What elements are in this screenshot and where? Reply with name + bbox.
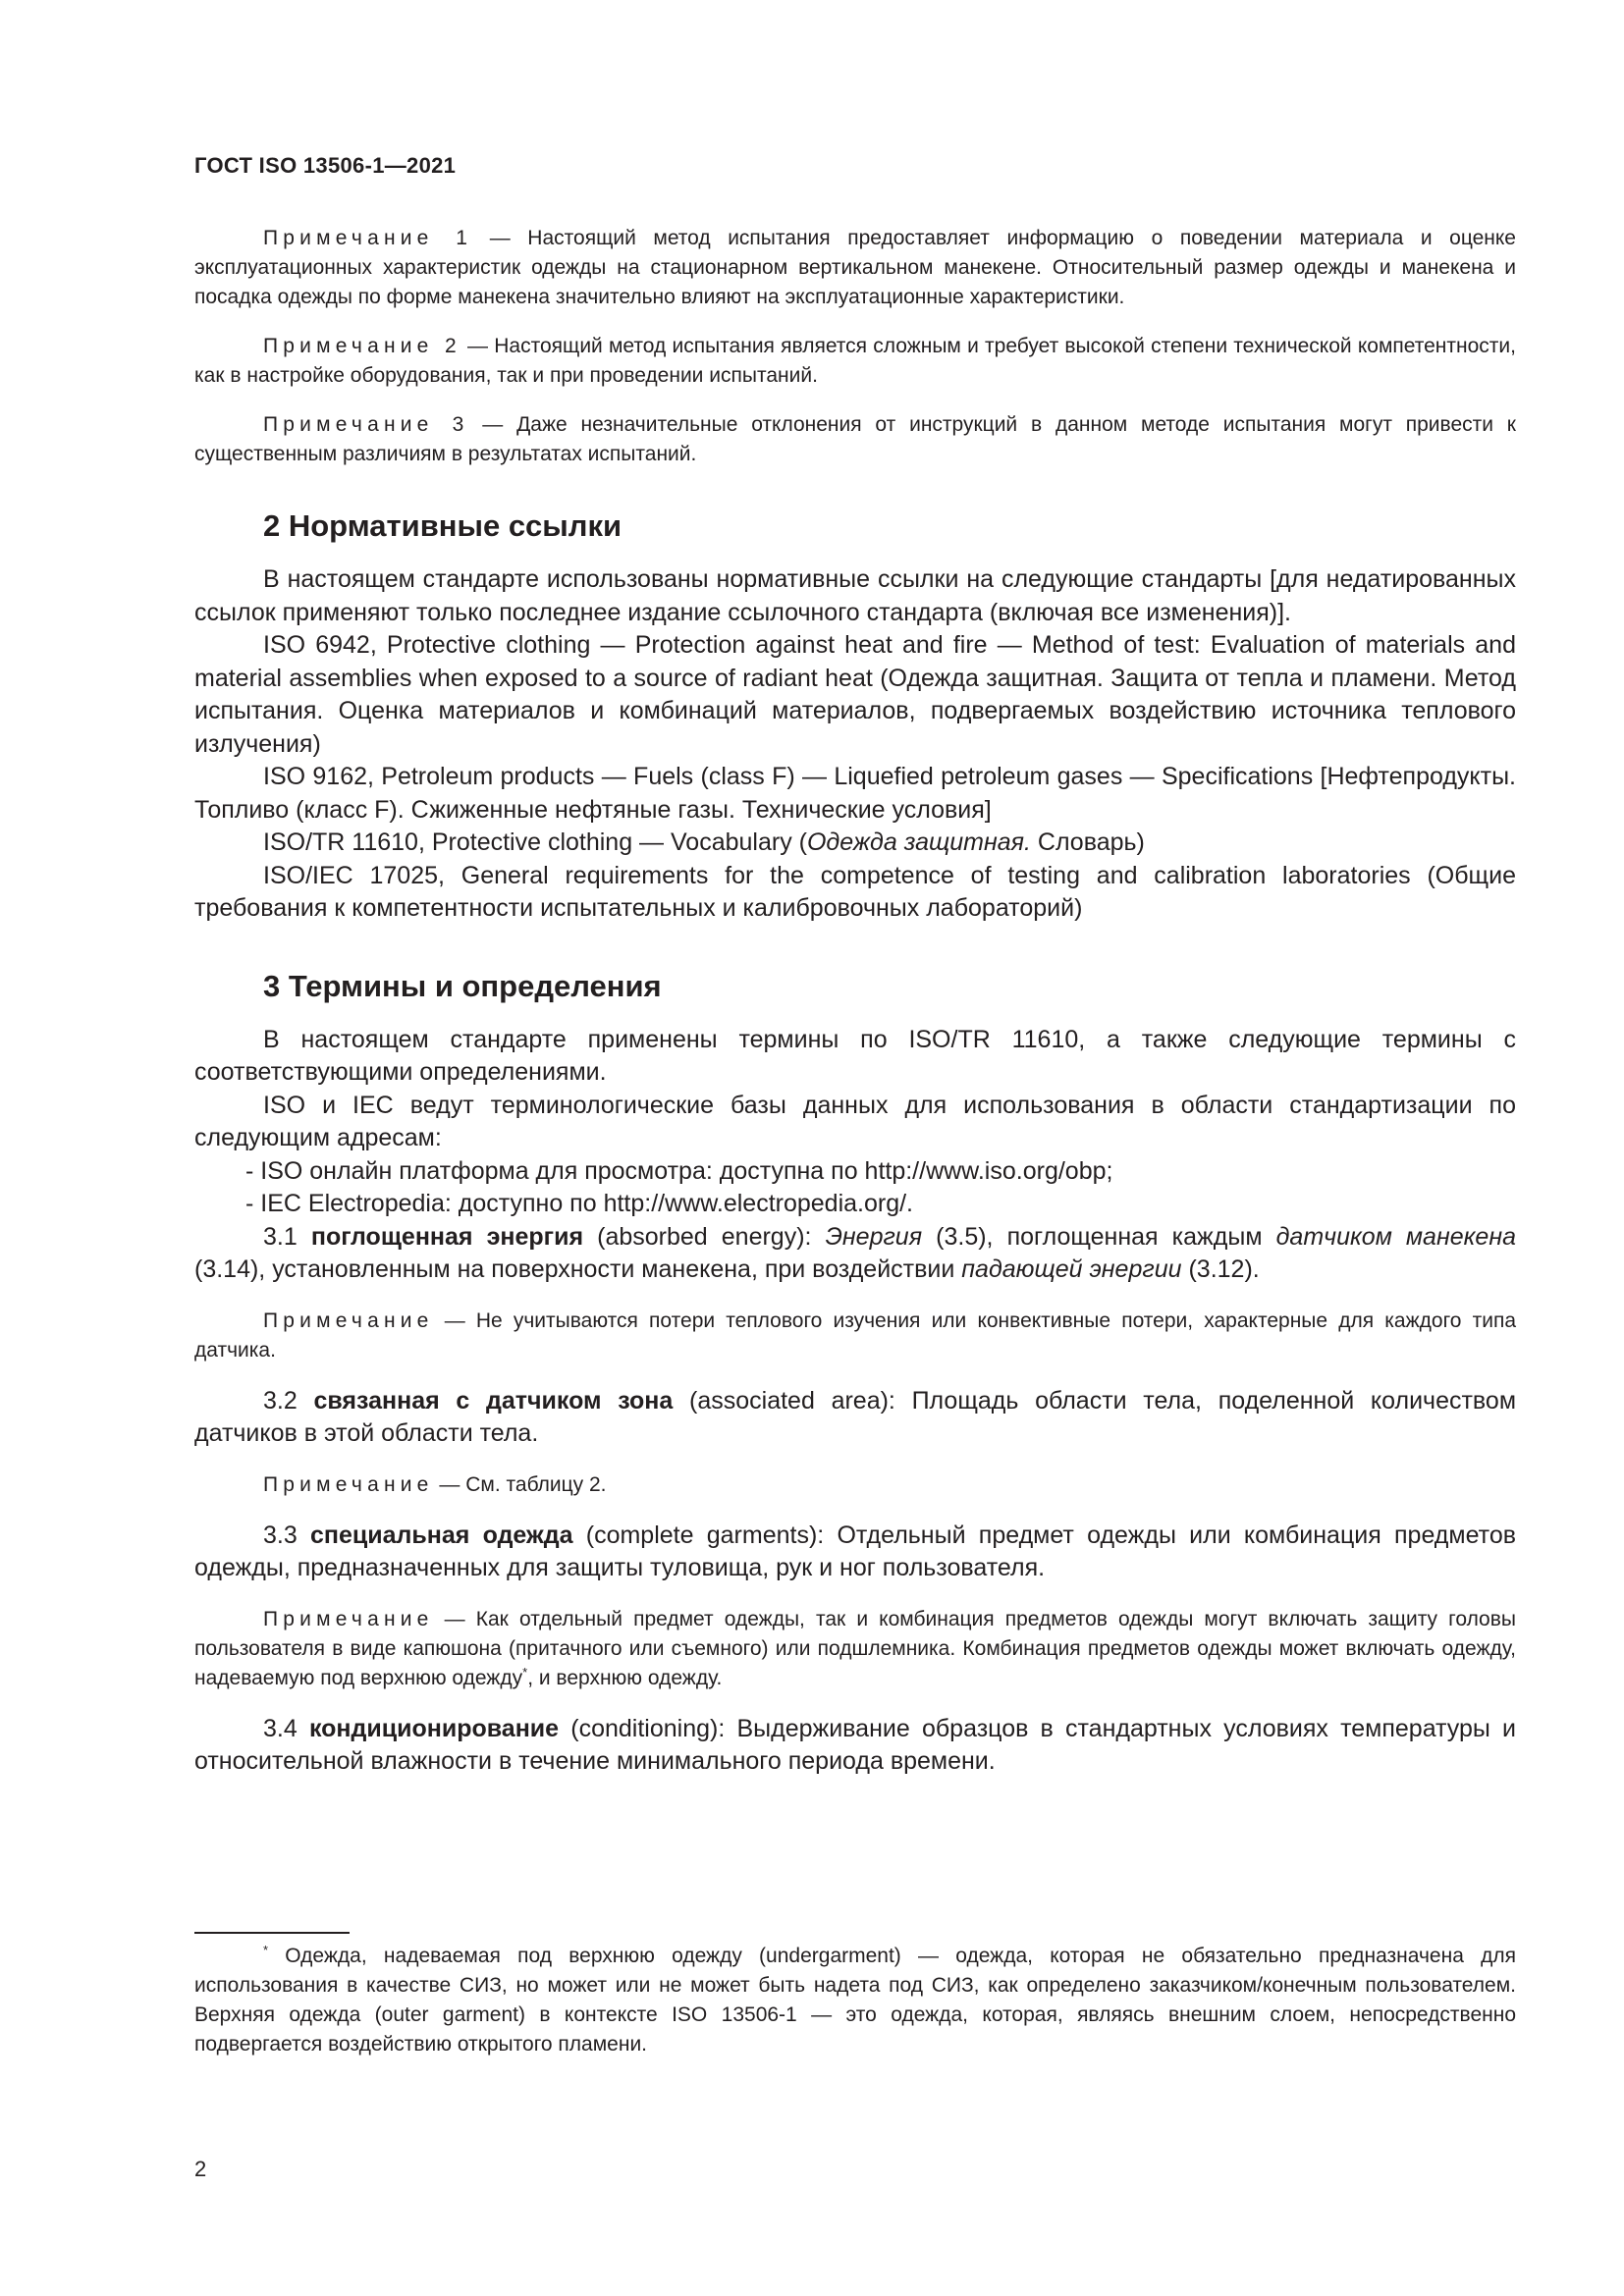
footnote-marker: *	[263, 1943, 269, 1957]
term-number: 3.4	[263, 1714, 309, 1742]
note-label: Примечание 1	[263, 227, 473, 249]
footnote	[194, 1942, 1516, 2059]
term-ref-italic: Энергия	[825, 1222, 923, 1251]
term-name: специальная одежда	[310, 1521, 573, 1549]
note-label: Примечание	[263, 1308, 434, 1332]
term-text: (3.14), установленным на поверхности манекена, при воздействии	[194, 1255, 962, 1283]
term-name: связанная с датчиком зона	[313, 1386, 674, 1415]
section-2-intro: В настоящем стандарте использованы нормативные ссылки на следующие стандарты [для недатированных ссылок применяют только последнее издание ссылочного стандарта (включая все изменения)].	[194, 565, 1516, 626]
term-text: (associated area): Площадь области тела, поделенной количеством датчиков в этой области тела.	[194, 1386, 1517, 1447]
term-text: (complete garments): Отдельный предмет одежды или комбинация предметов одежды, предназначенных для защиты туловища, рук и ног пользователя.	[194, 1521, 1517, 1581]
reference-iso-9162: ISO 9162, Petroleum products — Fuels (class F) — Liquefied petroleum gases — Specifications [Нефтепродукты. Топливо (класс F). Сжиженные нефтяные газы. Технические условия]	[194, 763, 1516, 824]
note-text: — Как отдельный предмет одежды, так и комбинация предметов одежды могут включать защиту головы пользователя в виде капюшона (притачного или съемного) или подшлемника. Комбинация предметов одежды может включать одежду, надеваемую под верхнюю одежду	[194, 1607, 1516, 1689]
footnote-text: Одежда, надеваемая под верхнюю одежду (undergarment) — одежда, которая не обязательно предназначена для использования в качестве СИЗ, но может или не может быть надета под СИЗ, как определено заказчиком/конечным пользователем. Верхняя одежда (outer garment) в контексте ISO 13506-1 — это одежда, которая, являясь внешним слоем, непосредственно подвергается воздействию открытого пламени.	[194, 1945, 1516, 2056]
term-ref-italic: падающей энергии	[961, 1255, 1182, 1283]
term-3-1	[194, 1221, 1516, 1287]
footnote-separator	[194, 1932, 350, 1934]
reference-text: ISO/TR 11610, Protective clothing — Vocabulary (	[263, 828, 807, 856]
note-1	[194, 224, 1516, 312]
note-3	[194, 410, 1516, 469]
note-text: , и верхнюю одежду.	[527, 1666, 723, 1689]
term-name: поглощенная энергия	[310, 1222, 584, 1251]
term-3-4	[194, 1713, 1516, 1779]
note-text: — Настоящий метод испытания предоставляет информацию о поведении материала и оценке эксплуатационных характеристик одежды на стационарном вертикальном манекене. Относительный размер одежды и манекена и посадка одежды по форме манекена значительно влияют на эксплуатационные характеристики.	[194, 227, 1516, 308]
term-3-3	[194, 1520, 1516, 1585]
section-heading-terms-and-definitions: 3 Термины и определения	[263, 968, 662, 1003]
note-label: Примечание	[263, 1607, 434, 1630]
note-text: — Настоящий метод испытания является сложным и требует высокой степени технической компетентности, как в настройке оборудования, так и при проведении испытаний.	[194, 335, 1516, 387]
note-label: Примечание 3	[263, 413, 469, 436]
footnote-marker: *	[522, 1664, 528, 1680]
reference-iso-tr-11610	[194, 827, 1516, 860]
reference-title-italic: Одежда защитная.	[806, 828, 1031, 856]
term-3-3-note	[194, 1605, 1516, 1693]
term-text: (conditioning): Выдерживание образцов в стандартных условиях температуры и относительной влажности в течение минимального периода времени.	[194, 1714, 1517, 1775]
reference-iso-iec-17025: ISO/IEC 17025, General requirements for the competence of testing and calibration laboratories (Общие требования к компетентности испытательных и калибровочных лабораторий)	[194, 861, 1516, 922]
term-text: (3.12).	[1181, 1255, 1260, 1283]
section-heading-normative-references: 2 Нормативные ссылки	[263, 508, 623, 543]
reference-text: Словарь)	[1030, 828, 1145, 856]
term-3-1-note	[194, 1307, 1516, 1365]
note-text: — Даже незначительные отклонения от инструкций в данном методе испытания могут привести к существенным различиям в результатах испытаний.	[194, 413, 1516, 465]
list-item-iec-electropedia: - IEC Electropedia: доступно по http://www.electropedia.org/.	[245, 1190, 914, 1217]
page-number: 2	[194, 2157, 207, 2181]
document-header: ГОСТ ISO 13506-1—2021	[194, 153, 457, 178]
page-content	[194, 224, 1516, 1779]
term-text: (3.5), поглощенная каждым	[922, 1222, 1276, 1251]
term-number: 3.1	[263, 1222, 311, 1251]
note-text: — См. таблицу 2.	[433, 1472, 607, 1496]
note-text: — Не учитываются потери теплового изучения или конвективные потери, характерные для каждого типа датчика.	[194, 1308, 1516, 1362]
reference-iso-6942: ISO 6942, Protective clothing — Protection against heat and fire — Method of test: Evaluation of materials and material assemblies when exposed to a source of radiant heat (Одежда защитная. Защита от тепла и пламени. Метод испытания. Оценка материалов и комбинаций материалов, подвергаемых воздействию источника теплового излучения)	[194, 631, 1516, 758]
note-label: Примечание	[263, 1472, 434, 1496]
note-2	[194, 332, 1516, 391]
section-3-databases: ISO и IEC ведут терминологические базы данных для использования в области стандартизации по следующим адресам:	[194, 1091, 1516, 1151]
term-name: кондиционирование	[308, 1714, 560, 1742]
term-number: 3.3	[263, 1521, 310, 1549]
note-label: Примечание 2	[263, 335, 461, 357]
term-text: (absorbed energy):	[583, 1222, 826, 1251]
term-number: 3.2	[263, 1386, 314, 1415]
list-item-iso-obp: - ISO онлайн платформа для просмотра: доступна по http://www.iso.org/obp;	[245, 1156, 1113, 1185]
section-3-intro: В настоящем стандарте применены термины по ISO/TR 11610, а также следующие термины с соответствующими определениями.	[194, 1025, 1516, 1086]
term-3-2	[194, 1385, 1516, 1451]
term-ref-italic: датчиком манекена	[1275, 1222, 1516, 1251]
term-3-2-note	[194, 1470, 1516, 1500]
